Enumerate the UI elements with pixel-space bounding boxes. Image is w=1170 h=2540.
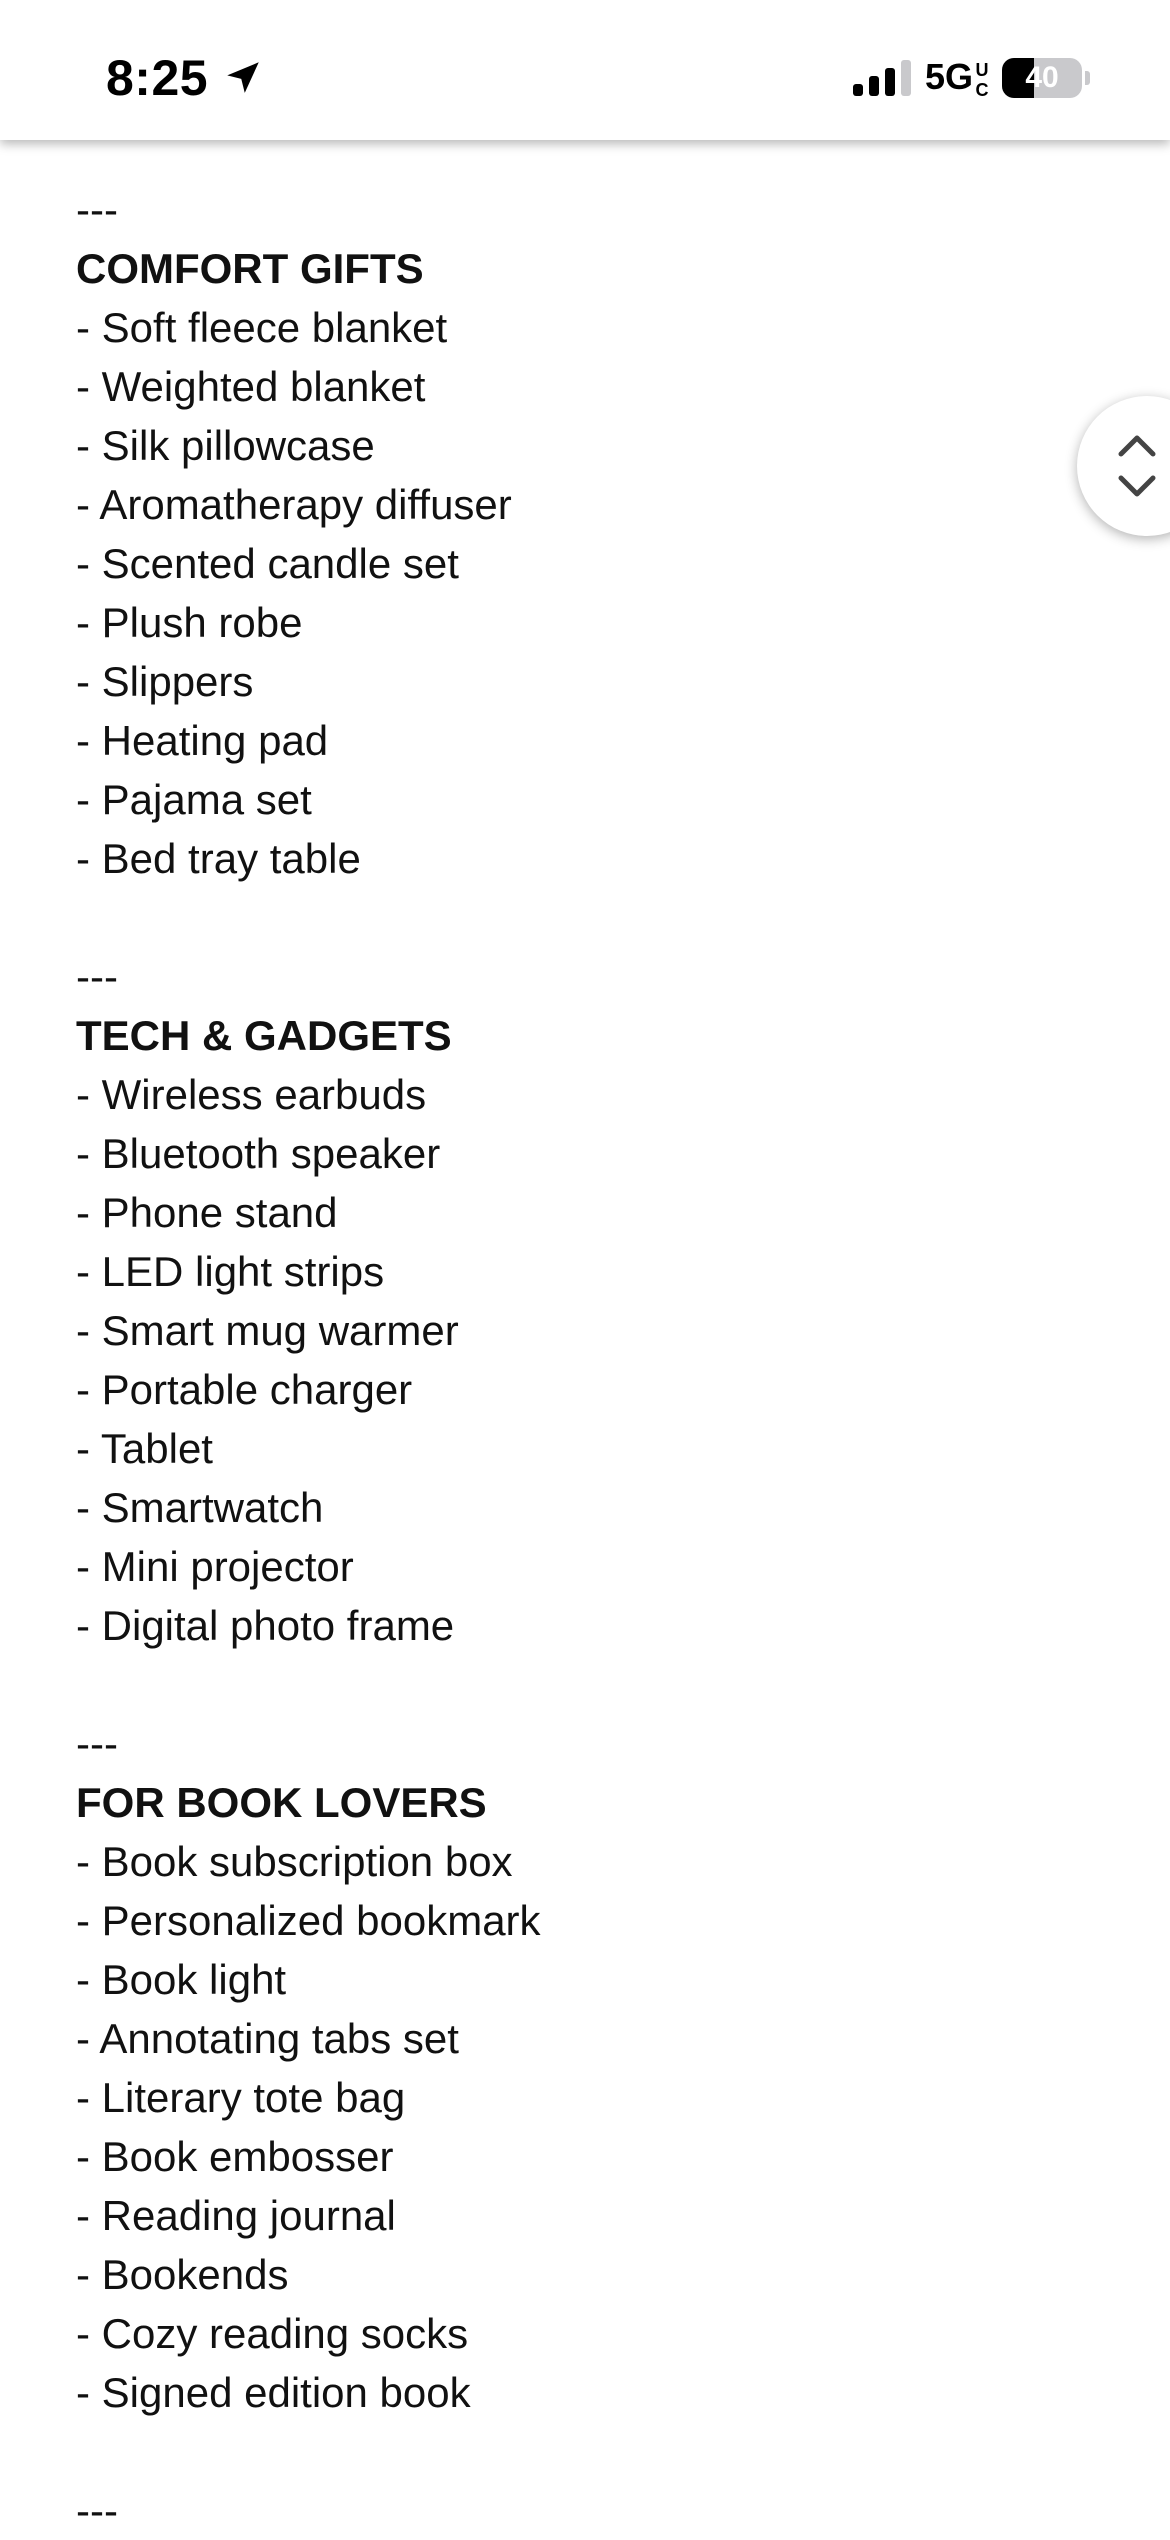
list-item: - Wireless earbuds	[76, 1071, 427, 1118]
list-item: - Book embosser	[76, 2133, 394, 2180]
gift-section	[76, 1714, 1076, 2481]
list-item: - Personalized bookmark	[76, 1897, 541, 1944]
section-separator: ---	[76, 953, 118, 1000]
gift-list	[76, 180, 1076, 2540]
list-item: - Pajama set	[76, 776, 312, 823]
section-separator: ---	[76, 1720, 118, 1767]
chevron-down-icon[interactable]	[1115, 472, 1159, 502]
list-item: - Aromatherapy diffuser	[76, 481, 512, 528]
list-item: - Slippers	[76, 658, 254, 705]
list-item: - Soft fleece blanket	[76, 304, 448, 351]
list-item: - Plush robe	[76, 599, 303, 646]
gift-section	[76, 180, 1076, 947]
list-item: - Mini projector	[76, 1543, 354, 1590]
status-time-group	[106, 44, 264, 112]
list-item: - Reading journal	[76, 2192, 396, 2239]
list-item: - Book light	[76, 1956, 287, 2003]
list-item: - Phone stand	[76, 1189, 338, 1236]
battery-level: 40	[1025, 61, 1059, 94]
location-arrow-icon	[222, 57, 264, 99]
battery-icon	[1002, 58, 1082, 98]
battery-nub	[1085, 71, 1090, 85]
section-spacer	[76, 888, 1076, 947]
list-item: - Bookends	[76, 2251, 289, 2298]
list-item: - Digital photo frame	[76, 1602, 455, 1649]
list-item: - Heating pad	[76, 717, 329, 764]
status-time: 8:25	[106, 50, 209, 106]
list-item: - Portable charger	[76, 1366, 413, 1413]
list-item: - Smart mug warmer	[76, 1307, 459, 1354]
section-title: TECH & GADGETS	[76, 1012, 452, 1059]
list-item: - Book subscription box	[76, 1838, 513, 1885]
status-indicators	[851, 56, 1090, 100]
network-type	[925, 56, 990, 99]
section-spacer	[76, 2422, 1076, 2481]
list-item: - Literary tote bag	[76, 2074, 406, 2121]
list-item: - Bed tray table	[76, 835, 361, 882]
section-title: COMFORT GIFTS	[76, 245, 424, 292]
section-separator: ---	[76, 2487, 118, 2534]
cellular-signal-icon	[851, 58, 911, 98]
list-item: - Scented candle set	[76, 540, 459, 587]
section-title: FOR BOOK LOVERS	[76, 1779, 487, 1826]
section-separator: ---	[76, 186, 118, 233]
section-spacer	[76, 1655, 1076, 1714]
list-item: - Annotating tabs set	[76, 2015, 459, 2062]
chevron-up-icon[interactable]	[1115, 430, 1159, 460]
list-item: - Silk pillowcase	[76, 422, 375, 469]
list-item: - Bluetooth speaker	[76, 1130, 441, 1177]
network-type-label: 5G	[924, 56, 973, 98]
status-bar	[0, 0, 1170, 140]
list-item: - Smartwatch	[76, 1484, 324, 1531]
list-item: - Tablet	[76, 1425, 213, 1472]
list-item: - Signed edition book	[76, 2369, 471, 2416]
network-type-sub: UC	[972, 59, 992, 100]
list-item: - Weighted blanket	[76, 363, 426, 410]
gift-section	[76, 947, 1076, 1714]
scroll-nav	[1077, 396, 1170, 536]
list-item: - LED light strips	[76, 1248, 385, 1295]
list-item: - Cozy reading socks	[76, 2310, 469, 2357]
